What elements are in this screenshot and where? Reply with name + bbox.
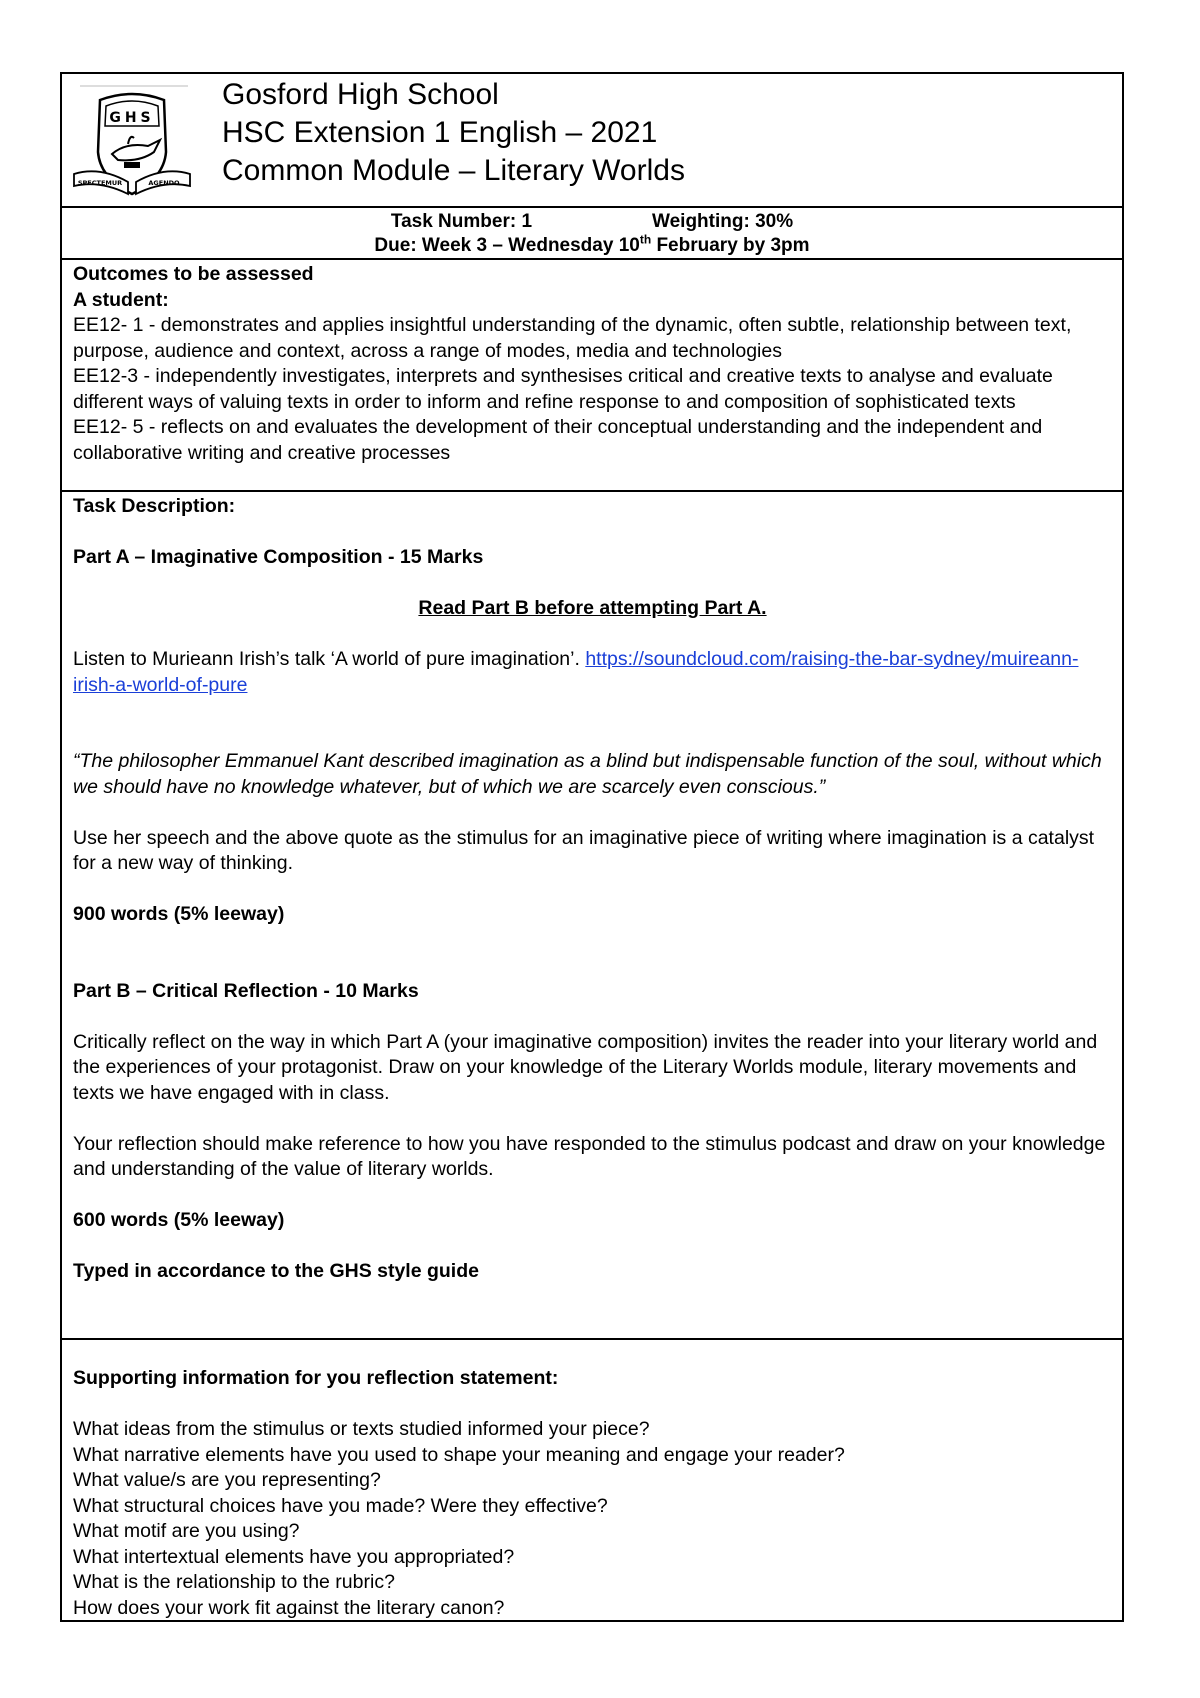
outcome-item: EE12-3 - independently investigates, interprets and synthesises critical and creative texts to analyse and evaluate different ways of valuing texts in order to inform and refine response to and composition of sophisticated texts xyxy=(73,365,1053,413)
listen-instruction: Listen to Murieann Irish’s talk ‘A world of pure imagination’. https://soundcloud.com/raising-the-bar-sydney/muireann-irish-a-world-of-pure xyxy=(73,648,1079,696)
reflection-question: How does your work fit against the literary canon? xyxy=(73,1596,505,1619)
part-b-instruction: Your reflection should make reference to how you have responded to the stimulus podcast and draw on your knowledge and understanding of the value of literary worlds. xyxy=(73,1132,1106,1180)
crest-letters: GHS xyxy=(109,110,155,126)
school-crest-icon xyxy=(70,82,194,202)
outcomes-subheading: A student: xyxy=(73,288,169,311)
outcome-item: EE12- 5 - reflects on and evaluates the development of their conceptual understanding and the independent and collaborative writing and creative processes xyxy=(73,416,1043,464)
reflection-question: What motif are you using? xyxy=(73,1520,300,1542)
podcast-link[interactable]: https://soundcloud.com/raising-the-bar-sydney/muireann-irish-a-world-of-pure xyxy=(73,648,1079,696)
reflection-question: What narrative elements have you used to shape your meaning and engage your reader? xyxy=(73,1443,845,1466)
reflection-question: What is the relationship to the rubric? xyxy=(73,1571,395,1593)
part-a-heading: Part A – Imaginative Composition - 15 Marks xyxy=(73,546,484,568)
task-number: Task Number: 1 xyxy=(390,211,533,232)
task-weighting: Weighting: 30% xyxy=(652,211,794,232)
task-description-section xyxy=(62,492,1122,1340)
module-title: Common Module – Literary Worlds xyxy=(222,154,685,187)
part-b-heading: Part B – Critical Reflection - 10 Marks xyxy=(73,979,419,1002)
crest-motto-right: AGENDO xyxy=(148,179,180,187)
part-a-instruction: Use her speech and the above quote as the stimulus for an imaginative piece of writing where imagination is a catalyst for a new way of thinking. xyxy=(73,826,1095,874)
crest-motto-left: SPECTEMUR xyxy=(77,179,123,187)
outcomes-section xyxy=(62,260,1122,492)
part-b-word-count: 600 words (5% leeway) xyxy=(73,1209,285,1231)
read-part-b-note: Read Part B before attempting Part A. xyxy=(418,597,767,619)
part-b-instruction: Critically reflect on the way in which Part A (your imaginative composition) invites the reader into your literary world and the experiences of your protagonist. Draw on your knowledge of the Literary Worlds module, literary movements and texts we have engaged with in class. xyxy=(73,1030,1098,1104)
school-name: Gosford High School xyxy=(222,78,499,111)
assessment-sheet xyxy=(60,72,1124,1622)
header-row xyxy=(62,74,1122,208)
reflection-question: What ideas from the stimulus or texts studied informed your piece? xyxy=(73,1418,650,1440)
reflection-question: What structural choices have you made? Were they effective? xyxy=(73,1494,608,1517)
style-guide-note: Typed in accordance to the GHS style guide xyxy=(73,1260,479,1282)
part-a-word-count: 900 words (5% leeway) xyxy=(73,903,285,925)
reflection-question: What intertextual elements have you appropriated? xyxy=(73,1545,515,1568)
outcome-item: EE12- 1 - demonstrates and applies insightful understanding of the dynamic, often subtle, relationship between text, purpose, audience and context, across a range of modes, media and technologies xyxy=(73,314,1072,362)
outcomes-heading: Outcomes to be assessed xyxy=(73,263,314,285)
task-description-heading: Task Description: xyxy=(73,495,236,517)
kant-quote: “The philosopher Emmanuel Kant described imagination as a blind but indispensable function of the soul, without which we should have no knowledge whatever, but of which we are scarcely even conscious.” xyxy=(73,750,1102,798)
due-date: Due: Week 3 – Wednesday 10th February by 3pm xyxy=(374,232,810,256)
supporting-info-section xyxy=(62,1340,1122,1620)
supporting-info-heading: Supporting information for you reflection statement: xyxy=(73,1367,559,1389)
header-titles xyxy=(222,76,685,190)
task-info-row xyxy=(62,208,1122,260)
reflection-question: What value/s are you representing? xyxy=(73,1469,381,1491)
course-title: HSC Extension 1 English – 2021 xyxy=(222,116,658,149)
